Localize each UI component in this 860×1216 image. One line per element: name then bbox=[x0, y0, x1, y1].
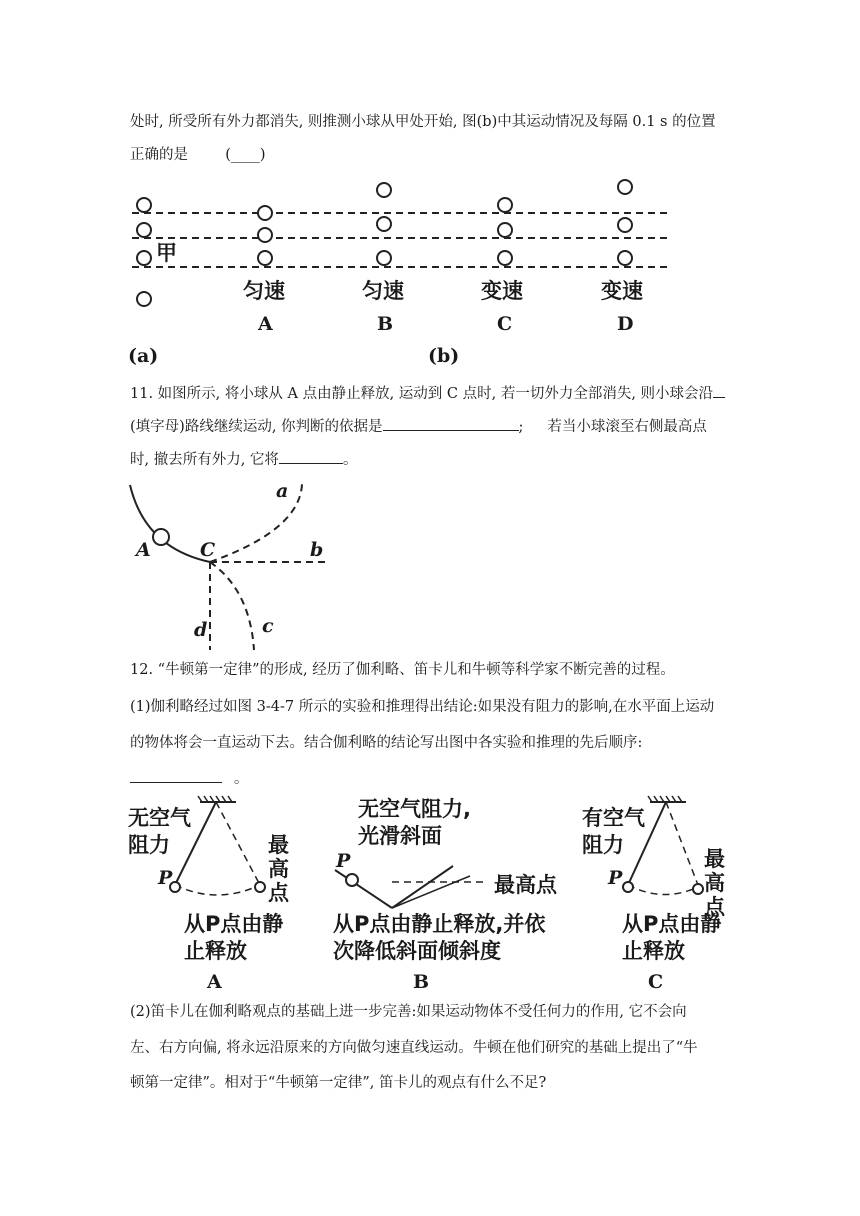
q10-line-1: 处时, 所受所有外力都消失, 则推测小球从甲处开始, 图(b)中其运动情况及每隔 0.1 s 的位置 bbox=[130, 114, 716, 130]
ball-a-3 bbox=[137, 251, 151, 265]
q11-line-1-text: 11. 如图所示, 将小球从 A 点由静止释放, 运动到 C 点时, 若一切外力全部消失, 则小球会沿 bbox=[130, 386, 714, 402]
q11-blank-2[interactable] bbox=[383, 416, 519, 431]
q11-ball bbox=[153, 529, 169, 545]
option-a-letter: A bbox=[258, 313, 273, 335]
jia-label: 甲 bbox=[156, 241, 177, 265]
panel-c-title-2: 阻力 bbox=[582, 833, 624, 857]
option-d-desc: 变速 bbox=[601, 279, 643, 303]
panel-b-title-2: 光滑斜面 bbox=[358, 824, 442, 848]
q11-blank-3[interactable] bbox=[279, 449, 343, 464]
q10-answer-blank[interactable]: (____) bbox=[225, 147, 266, 163]
q10-figure bbox=[0, 0, 860, 380]
panel-c-letter: C bbox=[648, 971, 664, 993]
panel-b-title-1: 无空气阻力, bbox=[358, 797, 471, 821]
path-b-label: b bbox=[310, 539, 324, 561]
option-b-letter: B bbox=[377, 313, 394, 335]
panel-b-side: 最高点 bbox=[494, 873, 557, 897]
path-d-label: d bbox=[194, 619, 208, 641]
panel-c-side-3: 点 bbox=[704, 895, 725, 919]
panel-a-letter: A bbox=[207, 971, 222, 993]
q12-p2-line-1: (2)笛卡儿在伽利略观点的基础上进一步完善:如果运动物体不受任何力的作用, 它不会向 bbox=[130, 1004, 687, 1020]
point-a-label: A bbox=[136, 539, 151, 561]
q11-line-3-text: 时, 撤去所有外力, 它将 bbox=[130, 452, 279, 468]
panel-c-caption-2: 止释放 bbox=[622, 939, 685, 963]
q12-line-1: 12. “牛顿第一定律”的形成, 经历了伽利略、笛卡儿和牛顿等科学家不断完善的过程。 bbox=[130, 662, 675, 678]
panel-c-side-2: 高 bbox=[704, 871, 725, 895]
path-c-label: c bbox=[262, 615, 274, 637]
q11-line-2-text: (填字母)路线继续运动, 你判断的依据是 bbox=[130, 419, 383, 435]
panel-c-side-1: 最 bbox=[704, 847, 725, 871]
panel-a-side-2: 高 bbox=[268, 857, 289, 881]
option-b-desc: 匀速 bbox=[362, 279, 404, 303]
q11-blank-1[interactable] bbox=[713, 383, 725, 398]
q12-p1-end: 。 bbox=[234, 771, 249, 787]
path-a-label: a bbox=[276, 480, 289, 502]
option-a-desc: 匀速 bbox=[243, 279, 285, 303]
point-c-label: C bbox=[200, 539, 216, 561]
panel-b-caption-1: 从P点由静止释放,并依 bbox=[333, 912, 546, 936]
q11-figure bbox=[0, 470, 860, 670]
q12-p2-line-2: 左、右方向偏, 将永远沿原来的方向做匀速直线运动。牛顿在他们研究的基础上提出了“牛 bbox=[130, 1040, 698, 1056]
option-d-letter: D bbox=[617, 313, 634, 335]
q11-line-2-sep: ; bbox=[518, 419, 524, 435]
q12-figure bbox=[0, 785, 860, 995]
panel-a-label: (a) bbox=[128, 345, 159, 367]
ball-a-2 bbox=[137, 223, 151, 237]
panel-a-caption-1: 从P点由静 bbox=[184, 912, 284, 936]
panel-a-caption-2: 止释放 bbox=[184, 939, 247, 963]
panel-c-title-1: 有空气 bbox=[582, 806, 645, 830]
panel-c-p-label: P bbox=[608, 867, 623, 889]
panel-a-title-2: 阻力 bbox=[128, 833, 170, 857]
option-c-letter: C bbox=[497, 313, 513, 335]
q10-line-2-text: 正确的是 bbox=[130, 147, 188, 163]
panel-b-letter: B bbox=[413, 971, 430, 993]
panel-a-side-1: 最 bbox=[268, 833, 289, 857]
q11-line-2-tail: 若当小球滚至右侧最高点 bbox=[547, 419, 707, 435]
panel-c-caption-1: 从P点由静 bbox=[622, 912, 722, 936]
panel-a-side-3: 点 bbox=[268, 881, 289, 905]
panel-a-title-1: 无空气 bbox=[128, 806, 191, 830]
ball-a-4 bbox=[137, 292, 151, 306]
q12-p1-line-1: (1)伽利略经过如图 3-4-7 所示的实验和推理得出结论:如果没有阻力的影响,在水平面上运动 bbox=[130, 699, 715, 715]
option-c-desc: 变速 bbox=[481, 279, 523, 303]
q11-line-2 bbox=[130, 416, 707, 437]
ball-a-1 bbox=[137, 198, 151, 212]
panel-b-label: (b) bbox=[428, 345, 460, 367]
q12-order-blank[interactable] bbox=[130, 768, 222, 783]
panel-a-p-label: P bbox=[158, 867, 173, 889]
q11-line-3 bbox=[130, 449, 357, 470]
panel-b-caption-2: 次降低斜面倾斜度 bbox=[333, 939, 501, 963]
q11-line-1 bbox=[130, 383, 725, 404]
panel-b-p-label: P bbox=[336, 850, 351, 872]
q11-line-3-end: 。 bbox=[342, 452, 358, 468]
q12-p1-line-2: 的物体将会一直运动下去。结合伽利略的结论写出图中各实验和推理的先后顺序: bbox=[130, 735, 643, 751]
q12-p2-line-3: 顿第一定律”。相对于“牛顿第一定律”, 笛卡儿的观点有什么不足? bbox=[130, 1075, 547, 1091]
